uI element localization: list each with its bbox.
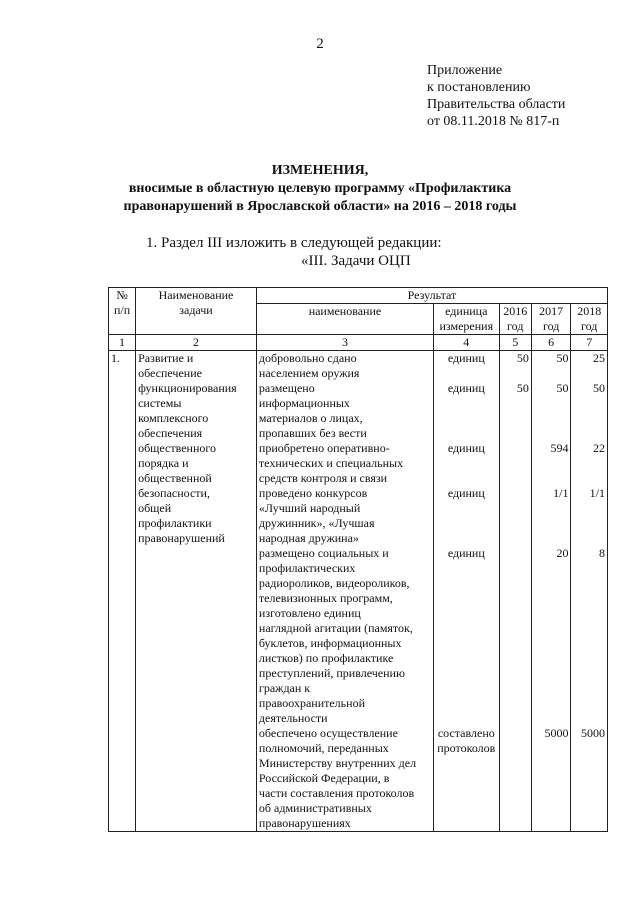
result-name-block bbox=[259, 486, 431, 546]
value-2018 bbox=[573, 606, 605, 621]
task-line: системы bbox=[138, 396, 182, 410]
result-name-line: об административных bbox=[258, 801, 372, 815]
value-2016 bbox=[502, 606, 529, 621]
header-num: № п/п bbox=[109, 288, 136, 335]
column-number-row bbox=[109, 335, 608, 351]
task-line: общей bbox=[138, 501, 172, 515]
header-result: Результат bbox=[256, 288, 607, 304]
column-number: 7 bbox=[571, 335, 608, 351]
value-2017 bbox=[534, 711, 569, 726]
value-2018 bbox=[573, 621, 605, 636]
result-unit-block bbox=[436, 546, 497, 726]
value-2017: 1/1 bbox=[553, 486, 569, 500]
value-2017 bbox=[534, 666, 569, 681]
value-2018 bbox=[573, 801, 605, 816]
value-2018-block bbox=[573, 546, 605, 726]
value-2017 bbox=[534, 456, 569, 471]
value-2016 bbox=[502, 486, 529, 501]
unit-line bbox=[436, 786, 497, 801]
result-name-line: информационных bbox=[258, 396, 350, 410]
result-name-line: граждан к bbox=[258, 681, 311, 695]
value-2016: 50 bbox=[516, 351, 529, 365]
result-name-line: преступлений, привлечению bbox=[258, 666, 405, 680]
value-2018 bbox=[573, 501, 605, 516]
column-number: 6 bbox=[531, 335, 571, 351]
value-2016 bbox=[502, 636, 529, 651]
task-line: правонарушений bbox=[138, 531, 225, 545]
value-2016 bbox=[502, 816, 529, 831]
value-2017: 50 bbox=[556, 381, 569, 395]
value-2016-block bbox=[502, 381, 529, 441]
value-2018 bbox=[573, 771, 605, 786]
title-line: правонарушений в Ярославской области» на 2016 – 2018 годы bbox=[123, 199, 517, 214]
value-2016 bbox=[502, 531, 529, 546]
header-unit: единица измерения bbox=[433, 304, 499, 335]
unit-line bbox=[436, 666, 497, 681]
value-2017-block bbox=[534, 486, 569, 546]
unit-line bbox=[436, 696, 497, 711]
task-line: безопасности, bbox=[138, 486, 210, 500]
value-2017: 594 bbox=[550, 441, 569, 455]
result-name-line: Министерству внутренних дел bbox=[258, 756, 417, 770]
header-2016: 2016 год bbox=[499, 304, 531, 335]
unit-line bbox=[436, 591, 497, 606]
value-2017 bbox=[534, 651, 569, 666]
appendix-line: Приложение bbox=[427, 63, 503, 78]
unit-line: единиц bbox=[447, 546, 485, 560]
appendix-line: Правительства области bbox=[427, 97, 566, 112]
value-2018 bbox=[573, 816, 605, 831]
value-2017 bbox=[534, 771, 569, 786]
value-2018 bbox=[573, 426, 605, 441]
task-line: порядка и bbox=[138, 456, 189, 470]
value-2018: 22 bbox=[593, 441, 605, 455]
tasks-table bbox=[108, 287, 608, 832]
table-row bbox=[109, 351, 608, 832]
task-line: обеспечение bbox=[138, 366, 202, 380]
value-2018 bbox=[573, 366, 605, 381]
unit-line bbox=[436, 606, 497, 621]
value-2016 bbox=[502, 771, 529, 786]
task-line: Развитие и bbox=[138, 351, 194, 365]
unit-line: протоколов bbox=[437, 741, 496, 755]
unit-line bbox=[436, 651, 497, 666]
result-name-line: наглядной агитации (памяток, bbox=[258, 621, 413, 635]
value-2018 bbox=[573, 396, 605, 411]
value-2016 bbox=[502, 501, 529, 516]
value-2017: 5000 bbox=[544, 726, 569, 740]
value-2017 bbox=[534, 366, 569, 381]
value-2016 bbox=[502, 396, 529, 411]
unit-line bbox=[436, 801, 497, 816]
unit-line bbox=[436, 471, 497, 486]
value-2016 bbox=[502, 546, 529, 561]
task-line: общественной bbox=[138, 471, 212, 485]
value-2016 bbox=[502, 786, 529, 801]
value-2016 bbox=[502, 441, 529, 456]
task-line: комплексного bbox=[138, 411, 209, 425]
column-number: 5 bbox=[499, 335, 531, 351]
unit-line: составлено bbox=[437, 726, 495, 740]
unit-line bbox=[436, 561, 497, 576]
unit-line bbox=[436, 366, 497, 381]
value-2018 bbox=[573, 516, 605, 531]
value-2018 bbox=[573, 576, 605, 591]
value-2017 bbox=[534, 741, 569, 756]
result-2018 bbox=[571, 351, 608, 832]
result-name-line: размещено социальных и bbox=[258, 546, 389, 560]
value-2018 bbox=[573, 666, 605, 681]
value-2017 bbox=[534, 621, 569, 636]
header-task: Наименование задачи bbox=[136, 288, 257, 335]
result-name-line: обеспечено осуществление bbox=[258, 726, 398, 740]
appendix-line: от 08.11.2018 № 817-п bbox=[427, 114, 560, 129]
result-2016 bbox=[499, 351, 531, 832]
result-name-line: технических и специальных bbox=[258, 456, 404, 470]
value-2018 bbox=[573, 681, 605, 696]
result-unit-block bbox=[436, 441, 497, 486]
value-2017-block bbox=[534, 546, 569, 726]
value-2017: 20 bbox=[556, 546, 569, 560]
value-2018: 1/1 bbox=[589, 486, 605, 500]
result-name-line: правоохранительной bbox=[258, 696, 365, 710]
task-line: общественного bbox=[138, 441, 217, 455]
value-2017: 50 bbox=[556, 351, 569, 365]
result-name-line: пропавших без вести bbox=[258, 426, 367, 440]
unit-line bbox=[436, 411, 497, 426]
value-2016-block bbox=[502, 546, 529, 726]
title-line: вносимые в областную целевую программу «Профилактика bbox=[128, 181, 512, 196]
value-2018 bbox=[573, 531, 605, 546]
appendix-line: к постановлению bbox=[427, 80, 531, 95]
header-2017: 2017 год bbox=[531, 304, 571, 335]
column-number: 3 bbox=[256, 335, 433, 351]
result-name-line: приобретено оперативно- bbox=[258, 441, 390, 455]
value-2018: 8 bbox=[599, 546, 605, 560]
value-2017-block bbox=[534, 381, 569, 441]
value-2016-block bbox=[502, 351, 529, 381]
column-number: 1 bbox=[109, 335, 136, 351]
value-2016 bbox=[502, 456, 529, 471]
value-2016: 50 bbox=[516, 381, 529, 395]
result-name-line: материалов о лицах, bbox=[258, 411, 363, 425]
value-2018 bbox=[573, 696, 605, 711]
result-unit-block bbox=[436, 486, 497, 546]
column-number: 2 bbox=[136, 335, 257, 351]
value-2018 bbox=[573, 711, 605, 726]
value-2016 bbox=[502, 801, 529, 816]
result-name-block bbox=[259, 441, 431, 486]
value-2018: 25 bbox=[593, 351, 605, 365]
value-2018 bbox=[573, 471, 605, 486]
result-name-block bbox=[259, 726, 431, 831]
result-name-line: проведено конкурсов bbox=[258, 486, 368, 500]
value-2017 bbox=[534, 816, 569, 831]
header-row bbox=[109, 288, 608, 304]
unit-line bbox=[436, 531, 497, 546]
unit-line bbox=[436, 636, 497, 651]
value-2018 bbox=[573, 786, 605, 801]
value-2017-block bbox=[534, 441, 569, 486]
value-2017 bbox=[534, 606, 569, 621]
result-name-line: полномочий, переданных bbox=[258, 741, 389, 755]
result-name-line: размещено bbox=[258, 381, 315, 395]
value-2016 bbox=[502, 621, 529, 636]
value-2018-block bbox=[573, 381, 605, 441]
result-name-line: населением оружия bbox=[258, 366, 360, 380]
value-2017-block bbox=[534, 351, 569, 381]
result-name-line: телевизионных программ, bbox=[258, 591, 393, 605]
value-2016 bbox=[502, 591, 529, 606]
unit-line bbox=[436, 771, 497, 786]
value-2018-block bbox=[573, 486, 605, 546]
unit-line bbox=[436, 576, 497, 591]
result-name-block bbox=[259, 546, 431, 726]
value-2016 bbox=[502, 726, 529, 741]
value-2016 bbox=[502, 426, 529, 441]
value-2016 bbox=[502, 666, 529, 681]
unit-line bbox=[436, 456, 497, 471]
task-line: функционирования bbox=[138, 381, 237, 395]
value-2017 bbox=[534, 636, 569, 651]
unit-line: единиц bbox=[447, 441, 485, 455]
header-result-name: наименование bbox=[256, 304, 433, 335]
unit-line: единиц bbox=[447, 351, 485, 365]
result-unit-block bbox=[436, 381, 497, 441]
value-2016 bbox=[502, 561, 529, 576]
unit-line: единиц bbox=[447, 486, 485, 500]
unit-line bbox=[436, 516, 497, 531]
value-2018 bbox=[573, 411, 605, 426]
value-2017 bbox=[534, 516, 569, 531]
value-2017 bbox=[534, 786, 569, 801]
column-number: 4 bbox=[433, 335, 499, 351]
unit-line bbox=[436, 396, 497, 411]
value-2017 bbox=[534, 531, 569, 546]
value-2016 bbox=[502, 411, 529, 426]
value-2017 bbox=[534, 756, 569, 771]
result-name-line: буклетов, информационных bbox=[258, 636, 402, 650]
result-name-line: народная дружина» bbox=[258, 531, 359, 545]
unit-line: единиц bbox=[447, 381, 485, 395]
unit-line bbox=[436, 681, 497, 696]
value-2016-block bbox=[502, 726, 529, 831]
value-2017 bbox=[534, 501, 569, 516]
result-name-line: правонарушениях bbox=[258, 816, 351, 830]
value-2017 bbox=[534, 801, 569, 816]
task-name bbox=[136, 351, 257, 832]
value-2016-block bbox=[502, 486, 529, 546]
value-2016 bbox=[502, 651, 529, 666]
value-2017 bbox=[534, 411, 569, 426]
value-2018 bbox=[573, 561, 605, 576]
result-name-block bbox=[259, 351, 431, 381]
title-line: ИЗМЕНЕНИЯ, bbox=[271, 163, 369, 178]
result-name-line: профилактических bbox=[258, 561, 356, 575]
result-2017 bbox=[531, 351, 571, 832]
result-name-line: Российской Федерации, в bbox=[258, 771, 390, 785]
result-name-line: «Лучший народный bbox=[258, 501, 361, 515]
value-2016 bbox=[502, 576, 529, 591]
value-2017 bbox=[534, 396, 569, 411]
value-2017 bbox=[534, 561, 569, 576]
value-2018-block bbox=[573, 441, 605, 486]
section-title: «III. Задачи ОЦП bbox=[301, 253, 411, 269]
result-unit-block bbox=[436, 351, 497, 381]
result-name-line: изготовлено единиц bbox=[258, 606, 361, 620]
value-2018-block bbox=[573, 351, 605, 381]
header-2018: 2018 год bbox=[571, 304, 608, 335]
task-line: обеспечения bbox=[138, 426, 203, 440]
value-2018-block bbox=[573, 726, 605, 831]
result-name-block bbox=[259, 381, 431, 441]
value-2017-block bbox=[534, 726, 569, 831]
result-name-line: листков) по профилактике bbox=[258, 651, 394, 665]
value-2018 bbox=[573, 456, 605, 471]
result-name-line: добровольно сдано bbox=[258, 351, 357, 365]
value-2018 bbox=[573, 651, 605, 666]
unit-line bbox=[436, 711, 497, 726]
result-names bbox=[256, 351, 433, 832]
result-name-line: радиороликов, видеороликов, bbox=[258, 576, 410, 590]
value-2018 bbox=[573, 636, 605, 651]
page-number: 2 bbox=[316, 36, 324, 52]
value-2016 bbox=[502, 756, 529, 771]
intro-text: 1. Раздел III изложить в следующей редакции: bbox=[146, 235, 442, 251]
value-2017 bbox=[534, 426, 569, 441]
unit-line bbox=[436, 621, 497, 636]
value-2018 bbox=[573, 591, 605, 606]
value-2016-block bbox=[502, 441, 529, 486]
unit-line bbox=[436, 501, 497, 516]
value-2017 bbox=[534, 471, 569, 486]
result-name-line: деятельности bbox=[258, 711, 328, 725]
value-2016 bbox=[502, 711, 529, 726]
value-2018: 50 bbox=[593, 381, 605, 395]
value-2018: 5000 bbox=[581, 726, 605, 740]
value-2016 bbox=[502, 696, 529, 711]
value-2017 bbox=[534, 696, 569, 711]
row-number: 1. bbox=[109, 351, 136, 832]
value-2016 bbox=[502, 471, 529, 486]
unit-line bbox=[436, 816, 497, 831]
value-2016 bbox=[502, 516, 529, 531]
document-title bbox=[0, 162, 640, 216]
value-2016 bbox=[502, 366, 529, 381]
result-unit-block bbox=[436, 726, 497, 831]
value-2017 bbox=[534, 591, 569, 606]
value-2016 bbox=[502, 681, 529, 696]
value-2017 bbox=[534, 576, 569, 591]
value-2018 bbox=[573, 756, 605, 771]
value-2018 bbox=[573, 741, 605, 756]
unit-line bbox=[436, 426, 497, 441]
task-line: профилактики bbox=[138, 516, 212, 530]
result-name-line: части составления протоколов bbox=[258, 786, 415, 800]
result-name-line: средств контроля и связи bbox=[258, 471, 388, 485]
unit-line bbox=[436, 756, 497, 771]
value-2016 bbox=[502, 741, 529, 756]
value-2017 bbox=[534, 681, 569, 696]
result-name-line: дружинник», «Лучшая bbox=[258, 516, 375, 530]
result-units bbox=[433, 351, 499, 832]
appendix-block bbox=[427, 62, 565, 130]
